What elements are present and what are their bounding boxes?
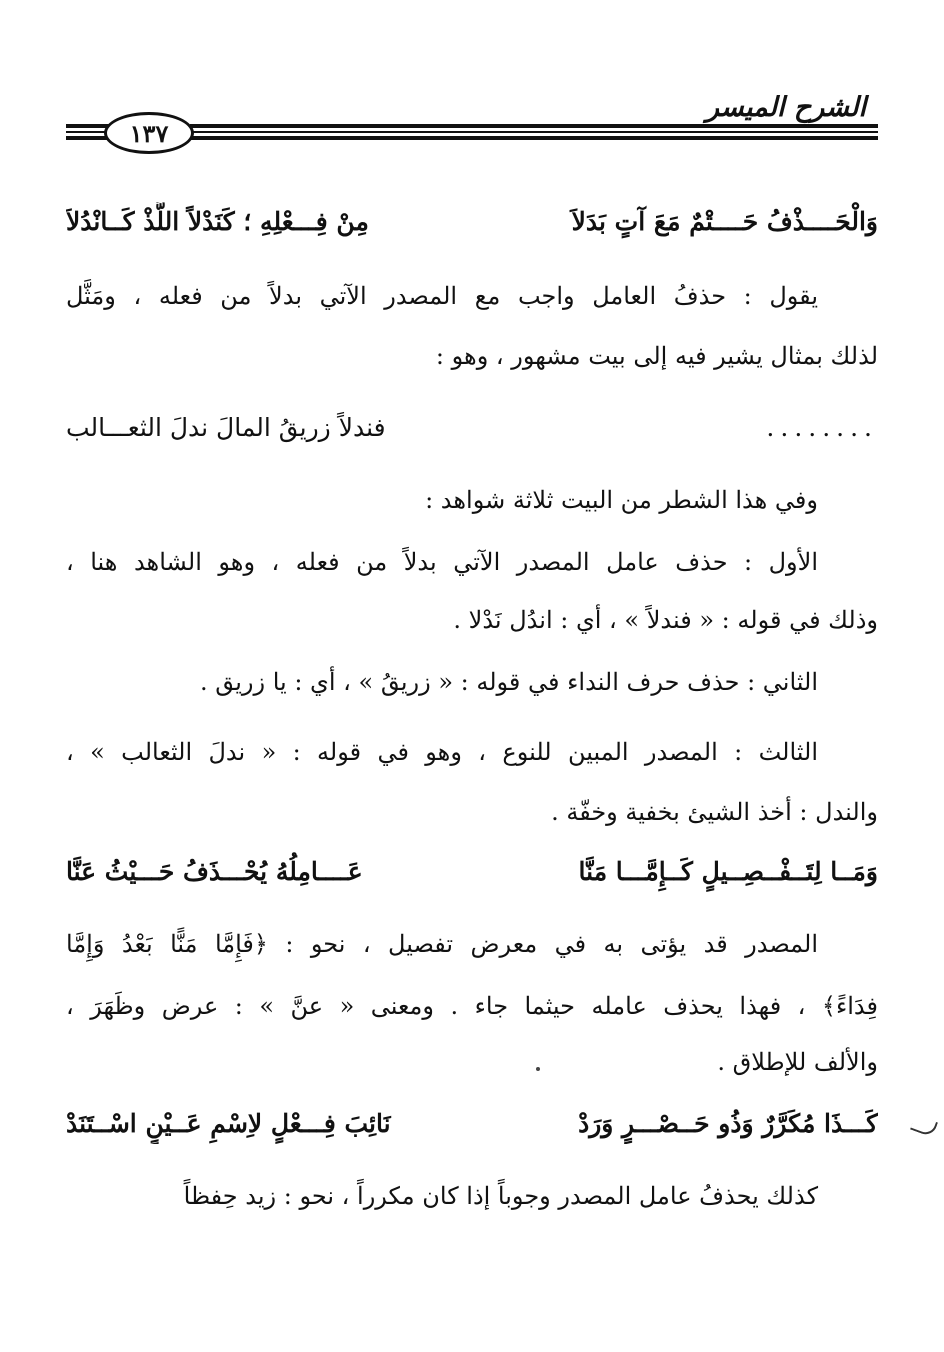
header-rule xyxy=(66,124,110,128)
verse-hemistich-second: عَــــامِلُهُ يُحْـــذَفُ حَـــيْثُ عَنَّا xyxy=(66,857,363,886)
header-rule xyxy=(66,136,110,140)
paragraph-line: وذلك في قوله : « فندلاً » ، أي : اندُل نَدْلا . xyxy=(453,606,878,634)
header-rule xyxy=(190,131,878,133)
stray-dot xyxy=(536,1067,540,1071)
verse-hemistich-first: وَمَــا لِتَــفْــصِــيلٍ كَــإِمَّـــا مَنَّا xyxy=(578,857,878,886)
margin-mark xyxy=(910,1114,938,1137)
paragraph-line: فِدَاءً﴾ ، فهذا يحذف عامله حيثما جاء . ومعنى « عنَّ » : عرض وظَهَرَ ، xyxy=(66,992,878,1020)
paragraph-line: الأول : حذف عامل المصدر الآتي بدلاً من فعله ، وهو الشاهد هنا ، xyxy=(66,548,818,576)
verse-hemistich-first: كَـــذَا مُكَرَّرٌ وَذُو حَــصْـــرٍ وَرَدْ xyxy=(578,1109,878,1138)
paragraph-line: لذلك بمثال يشير فيه إلى بيت مشهور ، وهو : xyxy=(435,342,878,370)
paragraph-line: يقول : حذفُ العامل واجب مع المصدر الآتي بدلاً من فعله ، ومَثَّل xyxy=(66,282,818,310)
verse-line xyxy=(66,852,878,892)
header-rule xyxy=(190,136,878,140)
paragraph-line: الثاني : حذف حرف النداء في قوله : « زريقُ » ، أي : يا زريق . xyxy=(199,668,818,696)
paragraph-line: والندل : أخذ الشيئ بخفية وخفّة . xyxy=(551,798,878,826)
verse-hemistich-second: فندلاً زريقُ المالَ ندلَ الثعـــالب xyxy=(66,413,386,442)
paragraph-line: والألف للإطلاق . xyxy=(717,1048,878,1076)
verse-hemistich-second: مِنْ فِـــعْلِهِ ؛ كَنَدْلاً اللَّذْ كَــانْدُلاَ xyxy=(66,207,369,236)
verse-hemistich-first: ........ xyxy=(766,413,878,442)
verse-line xyxy=(66,202,878,242)
paragraph-line: كذلك يحذفُ عامل المصدر وجوباً إذا كان مكرراً ، نحو : زيد حِفظاً xyxy=(183,1182,818,1210)
paragraph-line: وفي هذا الشطر من البيت ثلاثة شواهد : xyxy=(425,486,818,514)
quoted-verse-line xyxy=(66,408,878,448)
verse-hemistich-second: نَائِبَ فِـــعْلٍ لاِسْمِ عَــيْنٍ اسْــتَنَدْ xyxy=(66,1109,391,1138)
verse-hemistich-first: وَالْحَــــذْفُ حَــــتْمٌ مَعَ آتٍ بَدَلاَ xyxy=(571,207,878,236)
paragraph-line: الثالث : المصدر المبين للنوع ، وهو في قوله : « ندلَ الثعالب » ، xyxy=(66,738,818,766)
running-header-title: الشرح الميسر xyxy=(705,92,866,123)
paragraph-line: المصدر قد يؤتى به في معرض تفصيل ، نحو : ﴿فَإِمَّا مَنًّا بَعْدُ وَإِمَّا xyxy=(66,930,818,958)
verse-line xyxy=(66,1104,878,1144)
page-number-badge xyxy=(104,112,194,154)
page-number: ١٣٧ xyxy=(129,118,169,148)
header-rule xyxy=(190,124,878,128)
